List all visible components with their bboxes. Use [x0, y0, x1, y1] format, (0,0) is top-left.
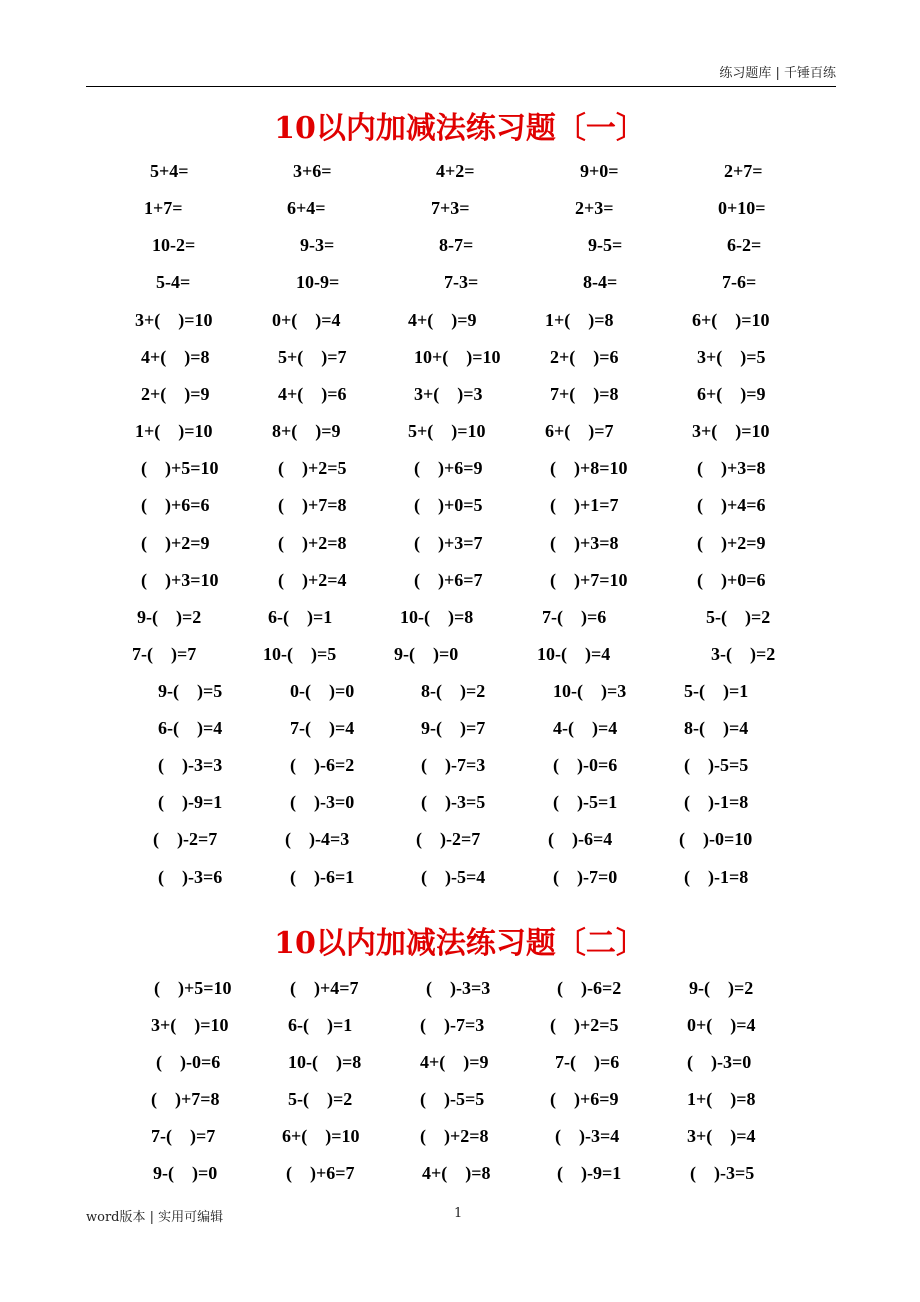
math-problem: 8-( )=2: [421, 681, 486, 701]
math-problem: 4+2=: [436, 161, 475, 181]
problem-row: [0, 973, 920, 1003]
math-problem: ( )+3=8: [697, 458, 766, 478]
math-problem: 7-6=: [722, 272, 757, 292]
problem-row: [0, 750, 920, 780]
problem-row: [0, 676, 920, 706]
math-problem: ( )-7=3: [420, 1015, 485, 1035]
problem-row: [0, 342, 920, 372]
problem-row: [0, 193, 920, 223]
math-problem: 4+( )=8: [422, 1163, 491, 1183]
math-problem: 10-( )=5: [263, 644, 337, 664]
math-problem: 5-( )=2: [288, 1089, 353, 1109]
math-problem: ( )+6=7: [414, 570, 483, 590]
math-problem: 1+7=: [144, 198, 183, 218]
problem-row: [0, 565, 920, 595]
math-problem: 9-5=: [588, 235, 623, 255]
math-problem: ( )-1=8: [684, 792, 749, 812]
math-problem: 8-( )=4: [684, 718, 749, 738]
math-problem: 3+( )=3: [414, 384, 483, 404]
math-problem: 4+( )=9: [420, 1052, 489, 1072]
math-problem: ( )-5=4: [421, 867, 486, 887]
math-problem: 5+4=: [150, 161, 189, 181]
problem-row: [0, 602, 920, 632]
math-problem: 7-( )=6: [542, 607, 607, 627]
math-problem: ( )+2=9: [697, 533, 766, 553]
math-problem: ( )+5=10: [154, 978, 232, 998]
math-problem: 10-9=: [296, 272, 340, 292]
math-problem: 8-4=: [583, 272, 618, 292]
math-problem: 6+( )=9: [697, 384, 766, 404]
math-problem: 5-( )=2: [706, 607, 771, 627]
math-problem: 3-( )=2: [711, 644, 776, 664]
math-problem: ( )+2=8: [278, 533, 347, 553]
math-problem: ( )-3=6: [158, 867, 223, 887]
math-problem: ( )+6=6: [141, 495, 210, 515]
math-problem: ( )-0=10: [679, 829, 753, 849]
math-problem: 6-( )=4: [158, 718, 223, 738]
math-problem: ( )-0=6: [156, 1052, 221, 1072]
math-problem: 4-( )=4: [553, 718, 618, 738]
math-problem: 7-( )=7: [132, 644, 197, 664]
problem-row: [0, 1158, 920, 1188]
math-problem: ( )+6=9: [550, 1089, 619, 1109]
math-problem: ( )-0=6: [553, 755, 618, 775]
math-problem: 3+( )=10: [151, 1015, 229, 1035]
math-problem: ( )+0=6: [697, 570, 766, 590]
math-problem: ( )-7=0: [553, 867, 618, 887]
problem-row: [0, 528, 920, 558]
problem-row: [0, 156, 920, 186]
problem-row: [0, 379, 920, 409]
math-problem: 2+3=: [575, 198, 614, 218]
math-problem: 7-( )=4: [290, 718, 355, 738]
problem-row: [0, 713, 920, 743]
math-problem: 3+( )=4: [687, 1126, 756, 1146]
header-text: 练习题库 | 千锤百练: [719, 66, 836, 81]
math-problem: ( )-3=4: [555, 1126, 620, 1146]
math-problem: 5+( )=10: [408, 421, 486, 441]
math-problem: ( )+1=7: [550, 495, 619, 515]
math-problem: ( )-6=2: [290, 755, 355, 775]
math-problem: ( )-6=2: [557, 978, 622, 998]
math-problem: 1+( )=8: [687, 1089, 756, 1109]
problem-row: [0, 416, 920, 446]
math-problem: ( )-1=8: [684, 867, 749, 887]
math-problem: 5+( )=7: [278, 347, 347, 367]
math-problem: 6-( )=1: [288, 1015, 353, 1035]
math-problem: ( )+2=8: [420, 1126, 489, 1146]
math-problem: ( )+3=8: [550, 533, 619, 553]
problem-row: [0, 230, 920, 260]
math-problem: 8-7=: [439, 235, 474, 255]
math-problem: 9-3=: [300, 235, 335, 255]
math-problem: ( )-6=1: [290, 867, 355, 887]
math-problem: 0-( )=0: [290, 681, 355, 701]
math-problem: ( )+4=6: [697, 495, 766, 515]
math-problem: ( )-5=5: [684, 755, 749, 775]
math-problem: ( )+5=10: [141, 458, 219, 478]
problem-row: [0, 1010, 920, 1040]
math-problem: 6+( )=7: [545, 421, 614, 441]
math-problem: 6-2=: [727, 235, 762, 255]
math-problem: 2+( )=9: [141, 384, 210, 404]
math-problem: 6-( )=1: [268, 607, 333, 627]
math-problem: ( )-4=3: [285, 829, 350, 849]
math-problem: 7+( )=8: [550, 384, 619, 404]
math-problem: 9-( )=5: [158, 681, 223, 701]
problem-row: [0, 453, 920, 483]
math-problem: ( )-2=7: [153, 829, 218, 849]
math-problem: ( )+2=5: [278, 458, 347, 478]
math-problem: ( )+2=9: [141, 533, 210, 553]
math-problem: ( )+0=5: [414, 495, 483, 515]
math-problem: 3+6=: [293, 161, 332, 181]
math-problem: 3+( )=5: [697, 347, 766, 367]
problem-row: [0, 305, 920, 335]
math-problem: 9-( )=2: [689, 978, 754, 998]
math-problem: 3+( )=10: [692, 421, 770, 441]
problem-row: [0, 787, 920, 817]
math-problem: 4+( )=6: [278, 384, 347, 404]
math-problem: 7-( )=6: [555, 1052, 620, 1072]
math-problem: 1+( )=10: [135, 421, 213, 441]
math-problem: ( )-9=1: [557, 1163, 622, 1183]
math-problem: ( )-6=4: [548, 829, 613, 849]
math-problem: 4+( )=9: [408, 310, 477, 330]
math-problem: ( )-3=5: [421, 792, 486, 812]
math-problem: ( )+3=10: [141, 570, 219, 590]
math-problem: ( )+7=8: [278, 495, 347, 515]
page-number: 1: [454, 1206, 463, 1221]
footer-left-text: word版本 | 实用可编辑: [86, 1210, 224, 1225]
math-problem: ( )-3=0: [687, 1052, 752, 1072]
math-problem: ( )+8=10: [550, 458, 628, 478]
problem-row: [0, 1084, 920, 1114]
math-problem: 10-( )=8: [288, 1052, 362, 1072]
math-problem: 8+( )=9: [272, 421, 341, 441]
problem-row: [0, 267, 920, 297]
math-problem: 4+( )=8: [141, 347, 210, 367]
problem-row: [0, 639, 920, 669]
math-problem: ( )+2=5: [550, 1015, 619, 1035]
math-problem: 10-( )=8: [400, 607, 474, 627]
math-problem: 10-2=: [152, 235, 196, 255]
math-problem: 10-( )=4: [537, 644, 611, 664]
math-problem: 9+0=: [580, 161, 619, 181]
math-problem: ( )-7=3: [421, 755, 486, 775]
math-problem: ( )-5=5: [420, 1089, 485, 1109]
math-problem: 7+3=: [431, 198, 470, 218]
math-problem: 2+7=: [724, 161, 763, 181]
math-problem: ( )+6=9: [414, 458, 483, 478]
math-problem: 9-( )=7: [421, 718, 486, 738]
page-header: [86, 64, 836, 87]
math-problem: 2+( )=6: [550, 347, 619, 367]
math-problem: ( )-2=7: [416, 829, 481, 849]
math-problem: 6+4=: [287, 198, 326, 218]
math-problem: ( )+2=4: [278, 570, 347, 590]
math-problem: 5-( )=1: [684, 681, 749, 701]
problem-row: [0, 490, 920, 520]
math-problem: ( )-3=5: [690, 1163, 755, 1183]
math-problem: ( )-3=0: [290, 792, 355, 812]
math-problem: 7-3=: [444, 272, 479, 292]
math-problem: 9-( )=0: [153, 1163, 218, 1183]
math-problem: 6+( )=10: [282, 1126, 360, 1146]
math-problem: ( )+3=7: [414, 533, 483, 553]
math-problem: ( )+7=8: [151, 1089, 220, 1109]
math-problem: 6+( )=10: [692, 310, 770, 330]
math-problem: 10+( )=10: [414, 347, 501, 367]
math-problem: 7-( )=7: [151, 1126, 216, 1146]
math-problem: 10-( )=3: [553, 681, 627, 701]
problem-row: [0, 1121, 920, 1151]
math-problem: ( )+6=7: [286, 1163, 355, 1183]
math-problem: ( )-3=3: [158, 755, 223, 775]
section-title: 10以内加减法练习题〔一〕: [274, 111, 646, 146]
problem-row: [0, 824, 920, 854]
math-problem: ( )-3=3: [426, 978, 491, 998]
math-problem: 1+( )=8: [545, 310, 614, 330]
math-problem: ( )+4=7: [290, 978, 359, 998]
math-problem: 5-4=: [156, 272, 191, 292]
math-problem: 9-( )=0: [394, 644, 459, 664]
problem-row: [0, 1047, 920, 1077]
math-problem: ( )-5=1: [553, 792, 618, 812]
math-problem: ( )-9=1: [158, 792, 223, 812]
math-problem: 0+10=: [718, 198, 766, 218]
math-problem: ( )+7=10: [550, 570, 628, 590]
math-problem: 0+( )=4: [687, 1015, 756, 1035]
math-problem: 9-( )=2: [137, 607, 202, 627]
math-problem: 3+( )=10: [135, 310, 213, 330]
math-problem: 0+( )=4: [272, 310, 341, 330]
problem-row: [0, 862, 920, 892]
section-title: 10以内加减法练习题〔二〕: [274, 926, 646, 961]
